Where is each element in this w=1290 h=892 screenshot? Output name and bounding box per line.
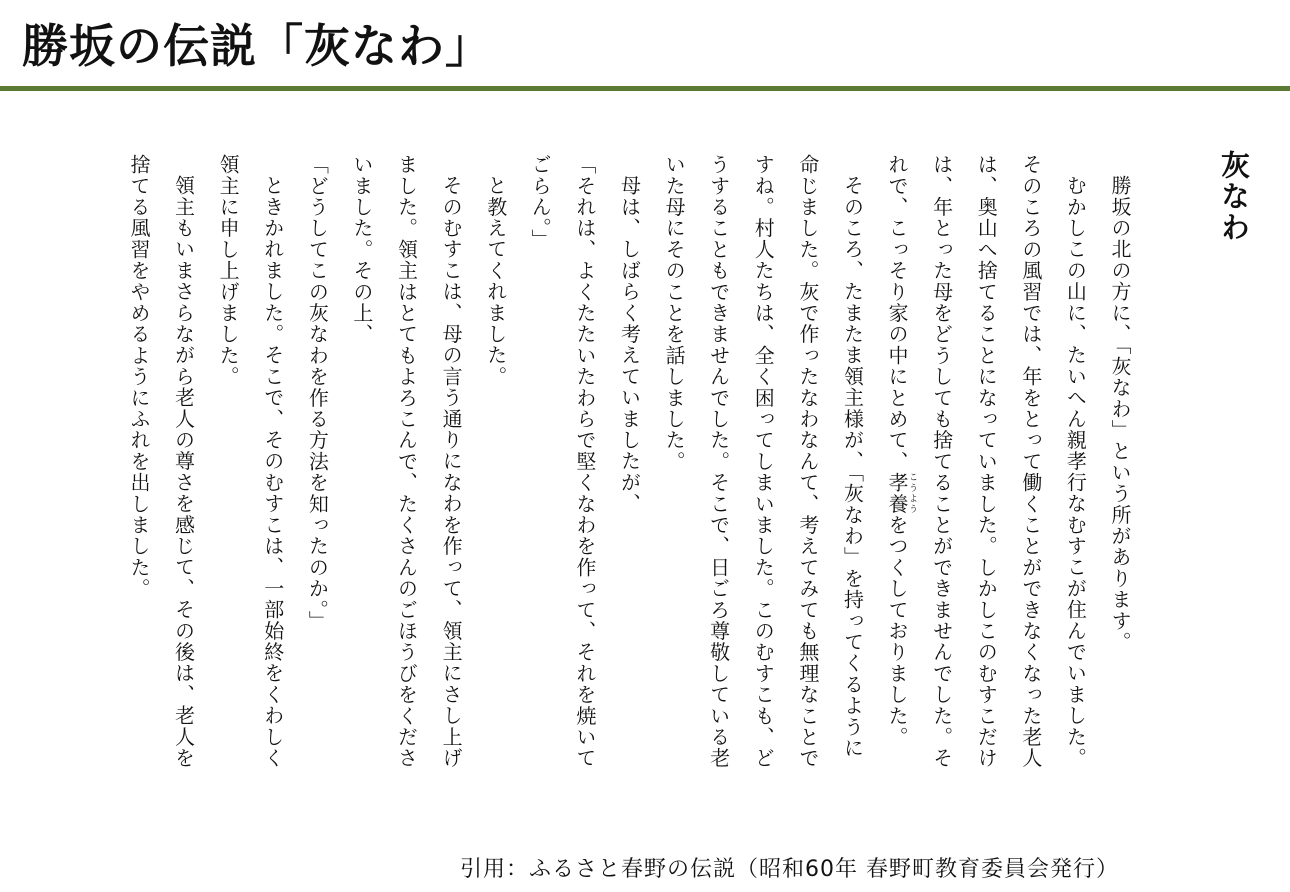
story-line [651, 154, 696, 834]
story-line-text: すね。村人たちは、全く困ってしまいました。このむすこも、ど [751, 154, 776, 769]
story-line [116, 154, 161, 834]
story-line-text: は、年とった母をどうしても捨てることができませんでした。そ [929, 154, 954, 769]
story-line-text: ときかれました。そこで、そのむすこは、一部始終をくわしく [260, 175, 285, 769]
story-line-text: そのむすこは、母の言う通りになわを作って、領主にさし上げ [439, 175, 464, 769]
story-line [1053, 154, 1098, 834]
story-line [1008, 154, 1053, 834]
story-line [607, 154, 652, 834]
ruby-word [885, 472, 918, 515]
story-line-text: 「どうしてこの灰なわを作る方法を知ったのか。」 [305, 154, 330, 632]
story-line [206, 154, 251, 834]
story-line-text: 「それは、よくたたいたわらで堅くなわを作って、それを焼いて [572, 154, 597, 769]
story-line [741, 154, 786, 834]
story-line [384, 154, 429, 834]
story-line-text: そのころ、たまたま領主様が、「灰なわ」を持ってくるように [840, 175, 865, 759]
story-line-text: いました。その上、 [349, 154, 374, 345]
story-line [830, 154, 875, 834]
story-line-text: と教えてくれました。 [483, 175, 508, 388]
story-line [250, 154, 295, 834]
story-line [562, 154, 607, 834]
story-line-text: いた母にそのことを話しました。 [662, 154, 687, 472]
story-line [785, 154, 830, 834]
story-line [696, 154, 741, 834]
story-line [473, 154, 518, 834]
story-line-text: 領主に申し上げました。 [216, 154, 241, 388]
story-line-text: そのころの風習では、年をとって働くことができなくなった老人 [1018, 154, 1043, 769]
page-title: 勝坂の伝説「灰なわ」 [22, 19, 492, 73]
story-line [339, 154, 384, 834]
story-body [116, 154, 1142, 834]
story-line [518, 154, 563, 834]
title-divider [0, 86, 1290, 91]
story-line-text: うすることもできませんでした。そこで、日ごろ尊敬している老 [706, 154, 731, 769]
story-line-text: 捨てる風習をやめるようにふれを出しました。 [126, 154, 151, 600]
story-line-text: ごらん。」 [528, 154, 553, 250]
story-line [964, 154, 1009, 834]
story-line-text: れで、こっそり家の中にとめて、 [885, 154, 910, 472]
story-line [429, 154, 474, 834]
story-line-text: むかしこの山に、たいへん親孝行なむすこが住んでいました。 [1063, 175, 1088, 769]
story-line [1097, 154, 1142, 834]
story-title: 灰なわ [1217, 150, 1251, 243]
story-line-text: 勝坂の北の方に、「灰なわ」という所があります。 [1108, 175, 1132, 653]
story-line-text: をつくしておりました。 [885, 514, 910, 748]
story-line-text: 命じました。灰で作ったなわなんて、考えてみても無理なことで [795, 154, 820, 769]
citation: 引用：ふるさと春野の伝説（昭和60年 春野町教育委員会発行） [460, 857, 1119, 882]
story-line-text: 母は、しばらく考えていましたが、 [617, 175, 642, 515]
story-line [295, 154, 340, 834]
story-line [919, 154, 964, 834]
story-line-text: ました。領主はとてもよろこんで、たくさんのごほうびをくださ [394, 154, 419, 769]
ruby-base: 孝養 [885, 472, 910, 515]
story-line [161, 154, 206, 834]
story-line [874, 154, 919, 834]
story-line-text: 領主もいまさらながら老人の尊さを感じて、その後は、老人を [171, 175, 196, 769]
story-line-text: は、奥山へ捨てることになっていました。しかしこのむすこだけ [974, 154, 999, 769]
ruby-reading: こうよう [907, 472, 918, 515]
